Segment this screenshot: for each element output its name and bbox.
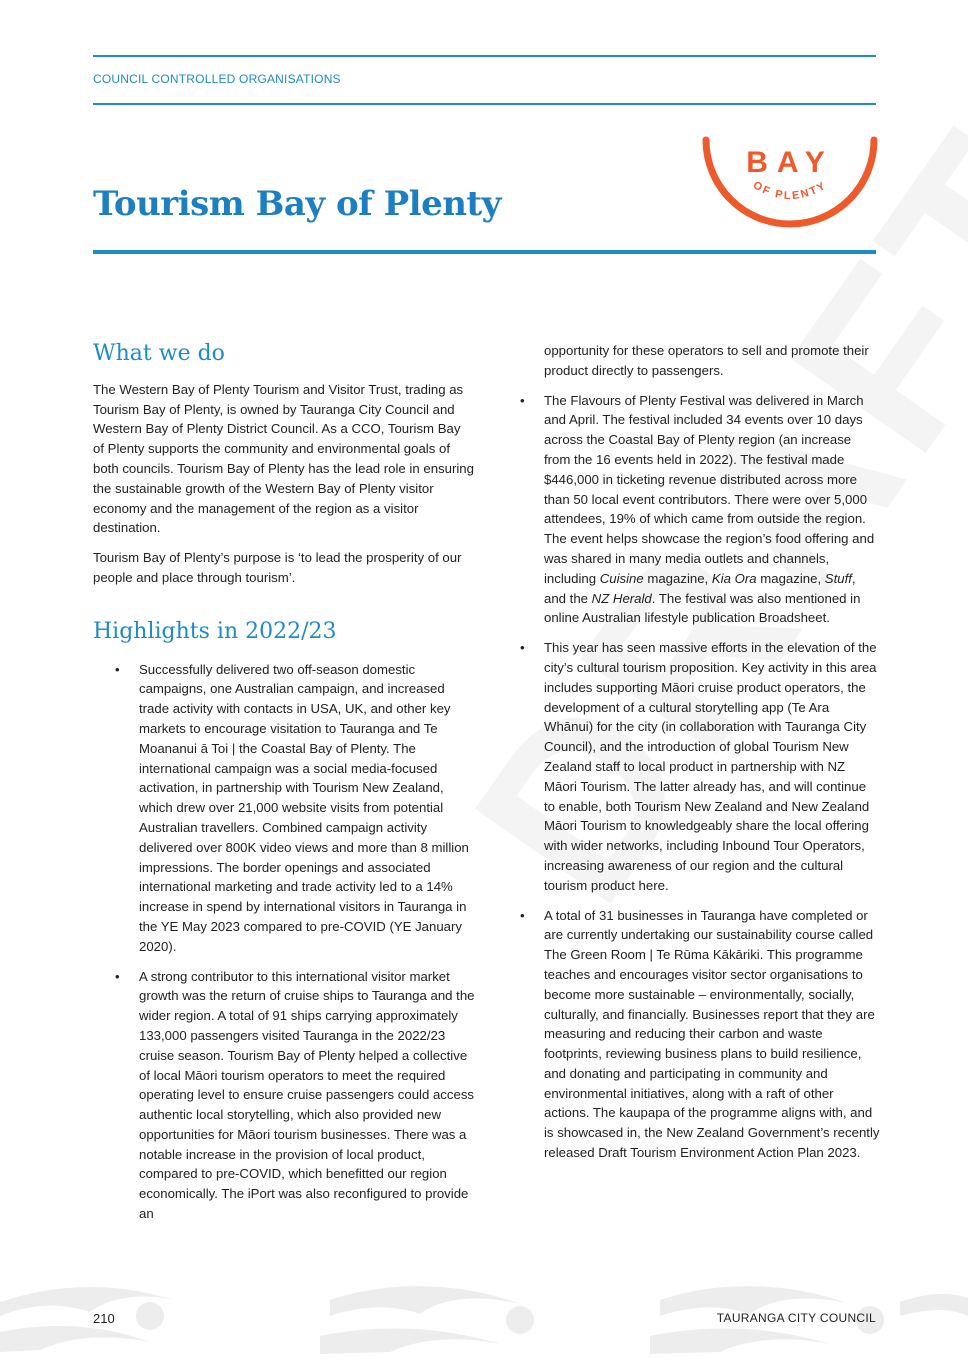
flavours-text-5: . The festival was also mentioned in online Australian lifestyle publication Broadsheet. xyxy=(544,590,861,626)
svg-text:OF PLENTY xyxy=(751,179,829,202)
logo-word: BAY xyxy=(746,146,834,179)
title-rule xyxy=(93,250,876,254)
footer-org-name: TAURANGA CITY COUNCIL xyxy=(716,1311,876,1325)
flavours-text-3: magazine, xyxy=(756,570,825,586)
flavours-text-1: The Flavours of Plenty Festival was delivered in March and April. The festival included 34 events over 10 days across the Coastal Bay of Plenty region (an increase from the 16 events held in 2022). The festival made $446,000 in ticketing revenue distributed across more than 50 local event contributors. There were over 5,000 attendees, 19% of which came from outside the region. The event helps showcase the region’s food offering and was shared in many media outlets and channels, including xyxy=(544,392,875,586)
cuisine-magazine: Cuisine xyxy=(599,570,644,586)
what-we-do-heading: What we do xyxy=(93,341,225,366)
highlights-list-continued xyxy=(520,341,880,1163)
page-number: 210 xyxy=(93,1311,115,1326)
logo-subword: OF PLENTY xyxy=(750,179,830,203)
highlights-heading: Highlights in 2022/23 xyxy=(93,618,337,644)
highlights-list xyxy=(93,660,475,1224)
highlight-campaigns: • Successfully delivered two off-season domestic campaigns, one Australian campaign, and increased trade activity with contacts in USA, UK, and other key markets to encourage visitation to Tauranga and Te Moananui ā Toi | the Coastal Bay of Plenty. The international campaign was a social media-focused activation, in partnership with Tourism New Zealand, which drew over 21,000 website visits from potential Australian travellers. Combined campaign activity delivered over 800K video views and more than 8 million impressions. The border openings and associated international marketing and trade activity led to a 14% increase in spend by international visitors in Tauranga in the YE May 2023 compared to pre-COVID (YE January 2020). xyxy=(93,660,475,957)
highlight-cultural-tourism: • This year has seen massive efforts in the elevation of the city’s cultural tourism proposition. Key activity in this area includes supporting Māori cruise product operators, the development of a cultural storytelling app (Te Ara Whānui) for the city (in collaboration with Tauranga City Council), and the introduction of global Tourism New Zealand staff to local product in partnership with NZ Māori Tourism. The latter already has, and will continue to enable, both Tourism New Zealand and New Zealand Māori Tourism to knowledgeably share the local offering with wider networks, including Inbound Tour Operators, increasing awareness of our region and the cultural tourism product here. xyxy=(520,638,880,895)
top-rule xyxy=(93,55,876,57)
highlight-flavours-festival xyxy=(520,391,880,629)
highlight-sustainability: • A total of 31 businesses in Tauranga have completed or are currently undertaking our sustainability course called The Green Room | Te Rūma Kākāriki. This programme teaches and encourages visitor sector organisations to become more sustainable – environmentally, socially, culturally, and financially. Businesses report that they are measuring and reducing their carbon and waste footprints, reviewing business plans to build resilience, and donating and participating in community and environmental initiatives, along with a raft of other actions. The kaupapa of the programme aligns with, and is showcased in, the New Zealand Government’s recently released Draft Tourism Environment Action Plan 2023. xyxy=(520,906,880,1163)
flavours-text-4: , and the xyxy=(544,570,856,606)
cruise-continuation: opportunity for these operators to sell and promote their product directly to passengers. xyxy=(544,343,869,378)
flavours-text-2: magazine, xyxy=(643,570,712,586)
highlight-cruise: • A strong contributor to this international visitor market growth was the return of cruise ships to Tauranga and the wider region. A total of 91 ships carrying approximately 133,000 passengers visited Tauranga in the 2022/23 cruise season. Tourism Bay of Plenty helped a collective of local Māori tourism operators to meet the required operating level to ensure cruise passengers could access authentic local storytelling, which also provided new opportunities for Māori tourism businesses. There was a notable increase in the provision of local product, compared to pre-COVID, which benefitted our region economically. The iPort was also reconfigured to provide an xyxy=(93,967,475,1224)
kia-ora-magazine: Kia Ora xyxy=(711,570,757,586)
header-rule xyxy=(93,103,876,105)
section-label: COUNCIL CONTROLLED ORGANISATIONS xyxy=(93,72,341,86)
bay-of-plenty-logo xyxy=(700,136,880,236)
left-column xyxy=(93,341,475,1234)
page-title: Tourism Bay of Plenty xyxy=(93,184,501,224)
nz-herald-outlet: NZ Herald xyxy=(591,590,652,606)
right-column xyxy=(520,341,880,1173)
purpose-paragraph: Tourism Bay of Plenty’s purpose is ‘to lead the prosperity of our people and place through tourism’. xyxy=(93,550,462,585)
stuff-outlet: Stuff xyxy=(824,570,852,586)
what-we-do-paragraph: The Western Bay of Plenty Tourism and Visitor Trust, trading as Tourism Bay of Plenty, is owned by Tauranga City Council and Western Bay of Plenty District Council. As a CCO, Tourism Bay of Plenty supports the community and environmental goals of both councils. Tourism Bay of Plenty has the lead role in ensuring the sustainable growth of the Western Bay of Plenty visitor economy and the management of the region as a visitor destination. xyxy=(93,381,474,536)
